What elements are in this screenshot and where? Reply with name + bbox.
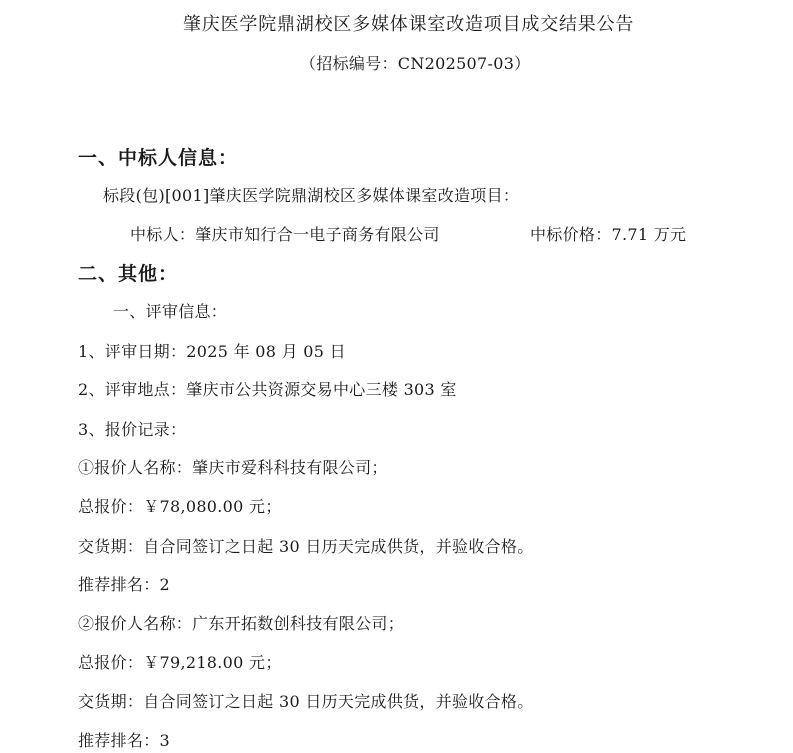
section-heading-other: 二、其他： [78,263,179,285]
bidder-name: ②报价人名称：广东开拓数创科技有限公司； [78,614,405,633]
bidder-delivery: 交货期：自合同签订之日起 30 日历天完成供货，并验收合格。 [78,692,534,711]
review-date: 1、评审日期：2025 年 08 月 05 日 [78,342,346,361]
tender-number: （招标编号：CN202507-03） [300,54,531,73]
winning-price: 中标价格：7.71 万元 [530,225,687,244]
review-place: 2、评审地点：肇庆市公共资源交易中心三楼 303 室 [78,380,457,399]
bidder-total-price: 总报价：￥79,218.00 元； [78,653,282,672]
bidder-name: ①报价人名称：肇庆市爱科科技有限公司； [78,458,388,477]
document-title: 肇庆医学院鼎湖校区多媒体课室改造项目成交结果公告 [183,14,635,35]
bidder-rank: 推荐排名：3 [78,731,170,750]
bidder-rank: 推荐排名：2 [78,575,170,594]
bidder-total-price: 总报价：￥78,080.00 元； [78,497,282,516]
section-heading-winner-info: 一、中标人信息： [78,147,239,169]
lot-description: 标段(包)[001]肇庆医学院鼎湖校区多媒体课室改造项目： [103,186,520,205]
bidder-delivery: 交货期：自合同签订之日起 30 日历天完成供货，并验收合格。 [78,537,534,556]
quote-record-heading: 3、报价记录： [78,420,187,439]
winning-bidder: 中标人：肇庆市知行合一电子商务有限公司 [130,225,440,244]
review-info-heading: 一、评审信息： [113,302,228,321]
